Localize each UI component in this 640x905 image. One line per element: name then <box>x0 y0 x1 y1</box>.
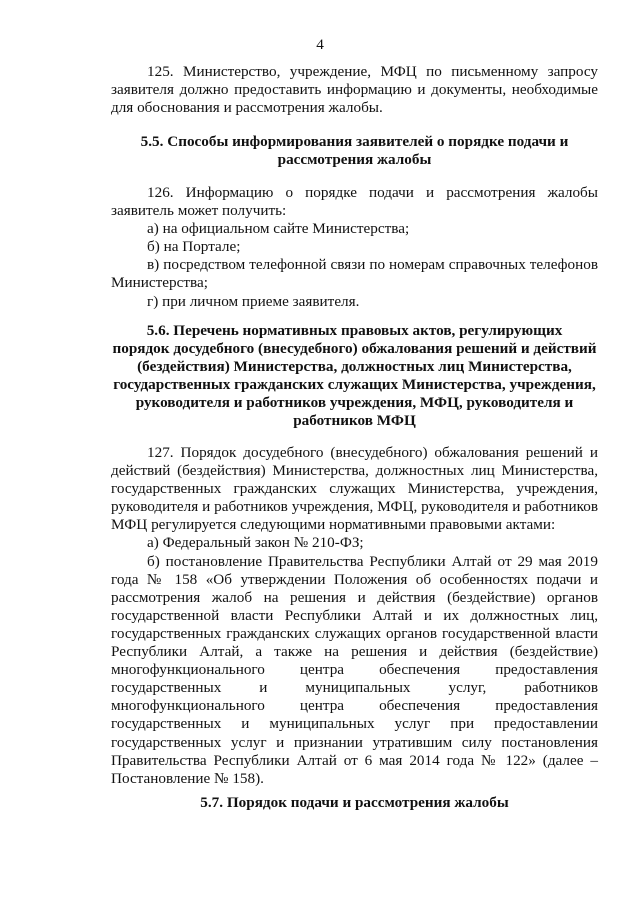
paragraph-line: государственных гражданских служащих Министерства, учреждения, <box>111 480 598 498</box>
list-item-line: государственных и муниципальных услуг, работников <box>111 679 598 697</box>
paragraph-line: 127. Порядок досудебного (внесудебного) обжалования решений и <box>147 444 598 461</box>
paragraph-line: 125. Министерство, учреждение, МФЦ по письменному запросу <box>147 63 598 80</box>
list-item-line: государственных и муниципальных услуг при предоставлении <box>111 715 598 733</box>
list-item: Министерства; <box>111 274 208 292</box>
paragraph-line: 126. Информацию о порядке подачи и рассмотрения жалобы <box>147 184 598 201</box>
list-item: г) при личном приеме заявителя. <box>147 292 360 310</box>
list-item-line: многофункционального центра обеспечения предоставления <box>111 697 598 715</box>
section-heading-5-5 <box>111 133 598 169</box>
paragraph-127 <box>111 444 598 788</box>
paragraph-line: МФЦ регулируется следующими нормативными правовыми актами: <box>111 516 556 534</box>
heading-line: 5.6. Перечень нормативных правовых актов, регулирующих <box>146 322 563 339</box>
paragraph-126 <box>111 184 598 311</box>
section-heading-5-6 <box>111 322 598 431</box>
list-item-line: государственных услуг и признании утратившим силу постановления <box>111 733 598 751</box>
list-item-line: многофункционального центра обеспечения предоставления <box>111 661 598 679</box>
list-item-line: государственной власти Республики Алтай и их должностных лиц, <box>111 606 598 624</box>
heading-line: государственных гражданских служащих Министерства, учреждения, <box>113 376 596 394</box>
list-item: а) на официальном сайте Министерства; <box>147 220 410 238</box>
list-item-line: государственных гражданских служащих органов государственной власти <box>111 624 598 642</box>
list-item-line: рассмотрения жалоб на решения и действия (бездействие) органов <box>111 588 598 606</box>
list-item: б) постановление Правительства Республики Алтай от 29 мая 2019 <box>147 552 598 570</box>
list-item-line: Правительства Республики Алтай от 6 мая 2014 года № 122» (далее – <box>111 751 598 769</box>
heading-line: 5.7. Порядок подачи и рассмотрения жалобы <box>200 794 509 811</box>
page-number: 4 <box>316 36 324 53</box>
paragraph-line: руководителя и работников учреждения, МФЦ, руководителя и работников <box>111 498 598 516</box>
list-item: в) посредством телефонной связи по номерам справочных телефонов <box>147 256 598 274</box>
heading-line: 5.5. Способы информирования заявителей о порядке подачи и <box>140 133 569 150</box>
paragraph-line: действий (бездействия) Министерства, должностных лиц Министерства, <box>111 462 598 480</box>
paragraph-line: заявителя должно предоставить информацию и документы, необходимые <box>111 81 598 99</box>
paragraph-line: заявитель может получить: <box>111 202 287 220</box>
heading-line: (бездействия) Министерства, должностных лиц Министерства, <box>137 358 572 376</box>
list-item: а) Федеральный закон № 210-ФЗ; <box>147 534 364 552</box>
list-item-line: года № 158 «Об утверждении Положения об особенностях подачи и <box>111 570 598 588</box>
section-heading-5-7 <box>111 794 598 812</box>
list-item: б) на Портале; <box>147 238 241 256</box>
list-item-line: Республики Алтай, а также на решения и действия (бездействие) <box>111 643 598 661</box>
heading-line: работников МФЦ <box>293 412 416 430</box>
paragraph-line: для обоснования и рассмотрения жалобы. <box>111 99 383 117</box>
list-item-line: Постановление № 158). <box>111 769 264 787</box>
heading-line: рассмотрения жалобы <box>277 151 432 169</box>
heading-line: руководителя и работников учреждения, МФЦ, руководителя и <box>135 394 574 412</box>
heading-line: порядок досудебного (внесудебного) обжалования решений и действий <box>112 340 597 358</box>
paragraph-125 <box>111 63 598 117</box>
